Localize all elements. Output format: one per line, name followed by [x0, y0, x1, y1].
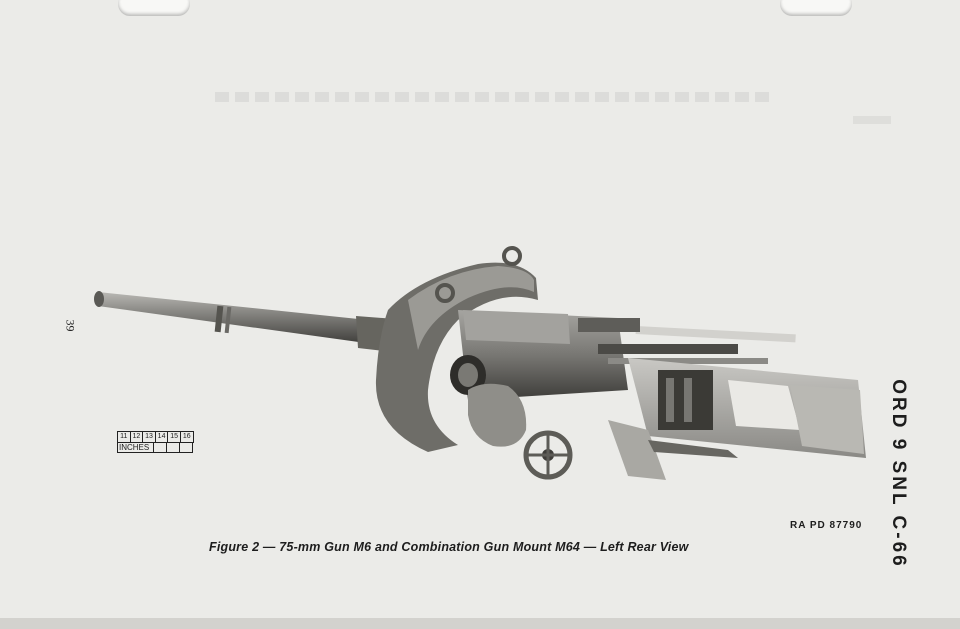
page-number: 39 — [63, 319, 78, 332]
figure-caption: Figure 2 — 75-mm Gun M6 and Combination Gun Mount M64 — Left Rear View — [209, 540, 689, 554]
scale-units-label: INCHES — [117, 443, 154, 453]
gun-barrel — [98, 292, 373, 344]
page-bottom-edge — [0, 618, 960, 629]
side-header: ORD 9 SNL C-66 — [888, 379, 909, 569]
bleed-through-text — [215, 92, 775, 102]
reference-number: RA PD 87790 — [790, 520, 863, 531]
gun-photograph-illustration — [88, 240, 880, 490]
bleed-through-mark — [853, 116, 891, 124]
scale-tick: 15 — [167, 431, 180, 443]
scale-tick: 14 — [155, 431, 168, 443]
scale-tick: 12 — [130, 431, 143, 443]
scale-tick: 16 — [180, 431, 194, 443]
scale-tick: 11 — [117, 431, 130, 443]
scale-tick: 13 — [142, 431, 155, 443]
punch-hole-right — [780, 0, 852, 16]
punch-hole-left — [118, 0, 190, 16]
